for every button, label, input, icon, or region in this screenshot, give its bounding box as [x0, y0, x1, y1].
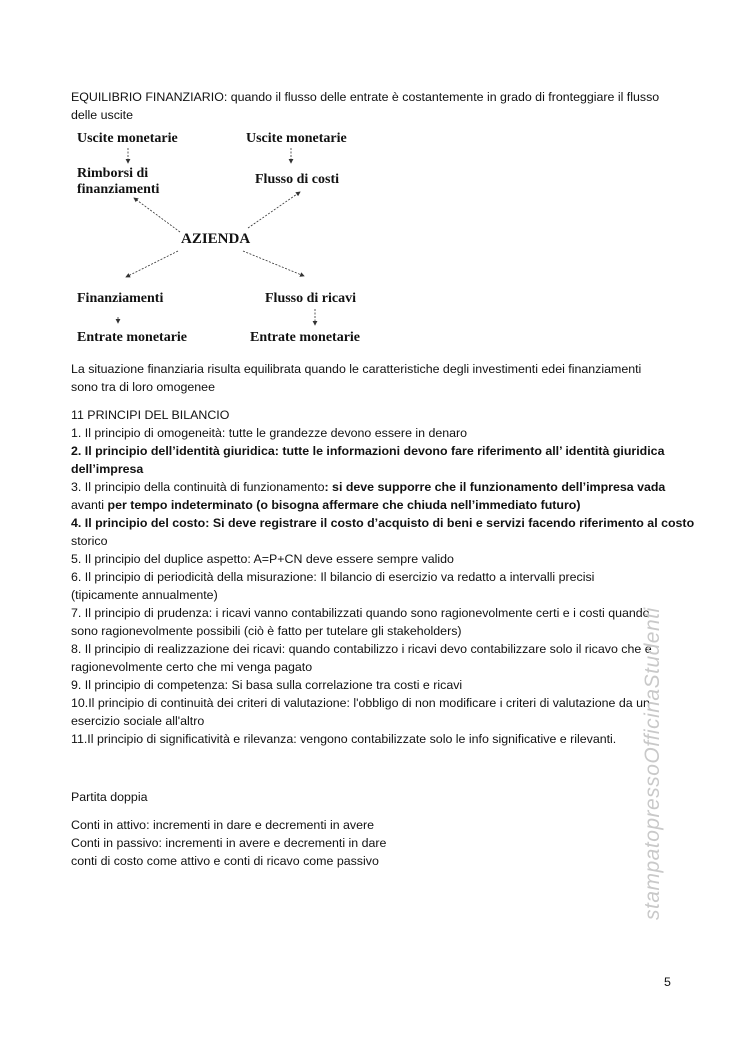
diagram-bottom-left-sub: Entrate monetarie — [77, 330, 188, 345]
principle-3-normal-a: 3. Il principio della continuità di funzionamento — [71, 480, 325, 494]
diagram-center: AZIENDA — [181, 231, 251, 247]
principle-5: 5. Il principio del duplice aspetto: A=P+CN deve essere sempre valido — [71, 552, 454, 566]
principle-10-line-1: 10.Il principio di continuità dei criteri di valutazione: l'obbligo di non modificare i criteri di valutazione da un — [71, 696, 650, 710]
diagram-top-left-sub-2: finanziamenti — [77, 182, 160, 197]
arrow-to-rimborsi — [134, 198, 180, 232]
diagram-bottom-right-sub: Entrate monetarie — [250, 330, 361, 345]
principle-11: 11.Il principio di significatività e rilevanza: vengono contabilizzate solo le info significative e rilevanti. — [71, 732, 617, 746]
principle-4-line-2: storico — [71, 534, 108, 548]
principle-9: 9. Il principio di competenza: Si basa sulla correlazione tra costi e ricavi — [71, 678, 463, 692]
principle-8-line-1: 8. Il principio di realizzazione dei ricavi: quando contabilizzo i ricavi devo contabilizzare solo il ricavo che è — [71, 642, 652, 656]
double-entry-line-1: Conti in attivo: incrementi in dare e decrementi in avere — [71, 818, 375, 832]
principle-3-line-2 — [71, 496, 581, 514]
principle-7-line-2: sono ragionevolmente possibili (ciò è fatto per tutelare gli stakeholders) — [71, 624, 462, 638]
diagram-bottom-left-head: Finanziamenti — [77, 291, 164, 306]
principles-heading: 11 PRINCIPI DEL BILANCIO — [71, 408, 230, 422]
intro-line-1: EQUILIBRIO FINANZIARIO: quando il flusso delle entrate è costantemente in grado di fronteggiare il flusso — [71, 90, 660, 104]
principle-2-line-1: 2. Il principio dell’identità giuridica: tutte le informazioni devono fare riferimento all’ identità giuridica — [71, 444, 665, 458]
diagram-top-right-sub: Flusso di costi — [255, 172, 340, 187]
principle-1: 1. Il principio di omogeneità: tutte le grandezze devono essere in denaro — [71, 426, 468, 440]
arrow-to-costi — [248, 192, 300, 228]
situation-line-2: sono tra di loro omogenee — [71, 380, 215, 394]
principle-6-line-2: (tipicamente annualmente) — [71, 588, 218, 602]
intro-line-2: delle uscite — [71, 108, 133, 122]
arrow-to-ricavi — [243, 251, 304, 276]
diagram-bottom-right-head: Flusso di ricavi — [265, 291, 357, 306]
double-entry-line-2: Conti in passivo: incrementi in avere e decrementi in dare — [71, 836, 387, 850]
principle-3-line-1 — [71, 478, 665, 496]
principle-10-line-2: esercizio sociale all'altro — [71, 714, 205, 728]
principle-3-normal-b: avanti — [71, 498, 108, 512]
double-entry-heading: Partita doppia — [71, 790, 148, 804]
arrow-to-finanziamenti — [126, 251, 178, 277]
diagram-top-right-head: Uscite monetarie — [246, 131, 347, 146]
situation-line-1: La situazione finanziaria risulta equilibrata quando le caratteristiche degli investimenti edei finanziamenti — [71, 362, 642, 376]
principle-3-bold-a: : si deve supporre che il funzionamento dell’impresa vada — [324, 480, 666, 494]
principle-4-line-1: 4. Il principio del costo: Si deve registrare il costo d’acquisto di beni e servizi facendo riferimento al costo — [71, 516, 695, 530]
principle-2-line-2: dell’impresa — [71, 462, 144, 476]
principle-7-line-1: 7. Il principio di prudenza: i ricavi vanno contabilizzati quando sono ragionevolmente certi e i costi quando — [71, 606, 650, 620]
principle-6-line-1: 6. Il principio di periodicità della misurazione: Il bilancio di esercizio va redatto a intervalli precisi — [71, 570, 595, 584]
diagram-top-left-sub-1: Rimborsi di — [77, 166, 149, 181]
double-entry-line-3: conti di costo come attivo e conti di ricavo come passivo — [71, 854, 379, 868]
page-number: 5 — [664, 975, 671, 989]
watermark: stampatopressoOfficinaStudenti — [641, 607, 664, 920]
principle-8-line-2: ragionevolmente certo che mi venga pagato — [71, 660, 313, 674]
principle-3-bold-b: per tempo indeterminato (o bisogna affermare che chiuda nell’immediato futuro) — [107, 498, 581, 512]
diagram-top-left-head: Uscite monetarie — [77, 131, 178, 146]
